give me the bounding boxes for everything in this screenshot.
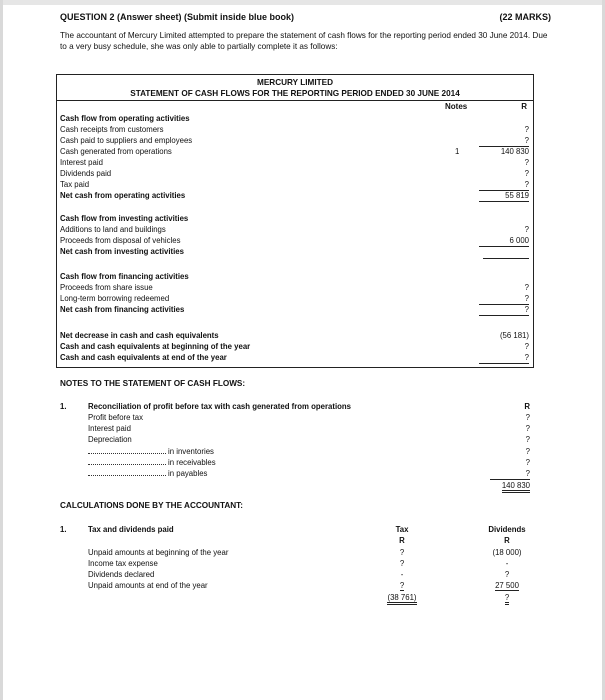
note-label-wrap	[88, 457, 216, 468]
row-amount: ?	[479, 304, 529, 316]
row-label: Net cash from operating activities	[60, 191, 186, 200]
operating-heading: Cash flow from operating activities	[60, 114, 190, 123]
statement-row	[57, 282, 533, 293]
row-label: Cash and cash equivalents at beginning of the year	[60, 342, 251, 351]
row-amount: ?	[479, 352, 529, 364]
financing-heading-row	[57, 271, 533, 282]
dividends-header: Dividends	[488, 525, 526, 534]
question-title: QUESTION 2 (Answer sheet) (Submit inside blue book)	[60, 12, 295, 22]
row-label: Cash paid to suppliers and employees	[60, 136, 193, 145]
statement-title: STATEMENT OF CASH FLOWS FOR THE REPORTING PERIOD ENDED 30 JUNE 2014	[130, 89, 460, 98]
row-amount: 6 000	[479, 235, 529, 247]
note-currency: R	[524, 402, 530, 411]
row-label: Net cash from financing activities	[60, 305, 185, 314]
title-rule	[57, 100, 533, 101]
statement-row	[57, 135, 533, 146]
note-row	[60, 423, 534, 434]
row-amount: ?	[524, 225, 529, 234]
blank-line	[88, 468, 166, 476]
financing-heading: Cash flow from financing activities	[60, 272, 189, 281]
statement-row	[57, 124, 533, 135]
calc-number: 1.	[60, 525, 67, 534]
calc-label: Income tax expense	[88, 559, 158, 568]
calc-heading: Tax and dividends paid	[88, 525, 174, 534]
row-label: Cash generated from operations	[60, 147, 172, 156]
note-row	[60, 412, 534, 423]
calc-div-amount: (18 000)	[492, 548, 522, 557]
intro-paragraph: The accountant of Mercury Limited attempted to prepare the statement of cash flows for the reporting period ended 30 June 2014. Due to a very busy schedule, she was only able to partially complete it as follows:	[60, 31, 548, 51]
note-heading-row	[60, 401, 534, 412]
notes-column-header: Notes	[445, 102, 468, 111]
page-top-edge	[0, 0, 605, 5]
calc-tax-amount: -	[400, 570, 404, 579]
row-label: Net cash from investing activities	[60, 247, 184, 256]
calc-row	[60, 558, 534, 569]
row-amount: ?	[524, 283, 529, 292]
row-amount: 140 830	[500, 147, 529, 156]
row-amount: ?	[479, 179, 529, 191]
row-amount: ?	[524, 125, 529, 134]
row-label: Net decrease in cash and cash equivalents	[60, 331, 219, 340]
calculations-title: CALCULATIONS DONE BY THE ACCOUNTANT:	[60, 501, 243, 510]
blank-line	[88, 446, 166, 454]
row-label: Proceeds from share issue	[60, 283, 153, 292]
calc-row	[60, 569, 534, 580]
calc-div-total: ?	[505, 593, 509, 605]
statement-row	[57, 168, 533, 179]
statement-row	[57, 304, 533, 315]
note-amount: ?	[525, 447, 530, 456]
note-label-wrap	[88, 468, 207, 479]
note-total-value: 140 830	[502, 481, 530, 493]
statement-row	[57, 179, 533, 190]
row-amount: ?	[524, 342, 529, 351]
cash-flow-statement-box	[56, 74, 534, 368]
note-label: Profit before tax	[88, 413, 144, 422]
operating-heading-row	[57, 113, 533, 124]
statement-row	[57, 224, 533, 235]
row-amount: (56 181)	[499, 331, 529, 340]
row-amount: ?	[479, 293, 529, 305]
calc-tax-amount: ?	[399, 581, 405, 590]
note-label: in inventories	[168, 447, 214, 456]
tax-currency: R	[399, 536, 405, 545]
note-row	[60, 468, 534, 479]
calc-div-total-wrap	[484, 592, 530, 603]
note-heading: Reconciliation of profit before tax with cash generated from operations	[88, 402, 351, 411]
calc-tax-amount: ?	[399, 548, 405, 557]
investing-heading: Cash flow from investing activities	[60, 214, 189, 223]
row-label: Tax paid	[60, 180, 90, 189]
note-total-row	[60, 480, 534, 491]
blank-line	[88, 457, 166, 465]
note-row	[60, 434, 534, 445]
calc-total-row	[60, 592, 534, 603]
row-label: Proceeds from disposal of vehicles	[60, 236, 181, 245]
note-amount: ?	[525, 413, 530, 422]
dividends-currency: R	[504, 536, 510, 545]
row-label: Cash receipts from customers	[60, 125, 164, 134]
row-label: Cash and cash equivalents at end of the year	[60, 353, 227, 362]
note-label-wrap	[88, 446, 214, 457]
statement-row	[57, 190, 533, 201]
note-amount: ?	[490, 468, 530, 480]
calc-label: Unpaid amounts at end of the year	[88, 581, 208, 590]
note-number: 1.	[60, 402, 67, 411]
amount-column-header: R	[521, 102, 527, 111]
row-label: Dividends paid	[60, 169, 112, 178]
note-label: Depreciation	[88, 435, 132, 444]
calc-div-amount: -	[505, 559, 509, 568]
marks-label: (22 MARKS)	[499, 12, 551, 22]
investing-total-line	[483, 258, 529, 259]
calc-tax-amount: ?	[399, 559, 405, 568]
note-row	[60, 446, 534, 457]
row-amount: ?	[524, 158, 529, 167]
row-label: Long-term borrowing redeemed	[60, 294, 170, 303]
calc-currency-row	[60, 535, 534, 546]
calc-label: Dividends declared	[88, 570, 155, 579]
statement-row	[57, 157, 533, 168]
notes-title: NOTES TO THE STATEMENT OF CASH FLOWS:	[60, 379, 246, 388]
note-amount: ?	[525, 424, 530, 433]
calc-tax-amount-wrap	[380, 580, 424, 591]
calc-div-amount-wrap	[484, 580, 530, 591]
investing-heading-row	[57, 213, 533, 224]
row-amount: ?	[479, 135, 529, 147]
note-amount: ?	[525, 435, 530, 444]
row-label: Interest paid	[60, 158, 103, 167]
row-amount: 55 819	[479, 190, 529, 202]
calc-tax-total-wrap	[380, 592, 424, 603]
row-label: Additions to land and buildings	[60, 225, 166, 234]
statement-row	[57, 352, 533, 363]
tax-header: Tax	[395, 525, 409, 534]
note-label: in payables	[168, 469, 208, 478]
calc-tax-total: (38 761)	[387, 593, 416, 605]
statement-row	[57, 146, 533, 157]
statement-row	[57, 293, 533, 304]
statement-row	[57, 330, 533, 341]
statement-row	[57, 235, 533, 246]
company-name: MERCURY LIMITED	[257, 78, 333, 87]
row-note: 1	[455, 147, 460, 156]
statement-row	[57, 341, 533, 352]
calc-heading-row	[60, 524, 534, 535]
row-amount: ?	[524, 169, 529, 178]
page-left-edge	[0, 0, 3, 700]
note-label: Interest paid	[88, 424, 131, 433]
note-total	[490, 480, 530, 491]
calc-label: Unpaid amounts at beginning of the year	[88, 548, 229, 557]
note-label: in receivables	[168, 458, 216, 467]
note-row	[60, 457, 534, 468]
calc-row	[60, 547, 534, 558]
calc-row	[60, 580, 534, 591]
note-amount: ?	[525, 458, 530, 467]
calc-div-amount: 27 500	[495, 581, 519, 590]
statement-row	[57, 246, 533, 257]
calc-div-amount: ?	[504, 570, 510, 579]
